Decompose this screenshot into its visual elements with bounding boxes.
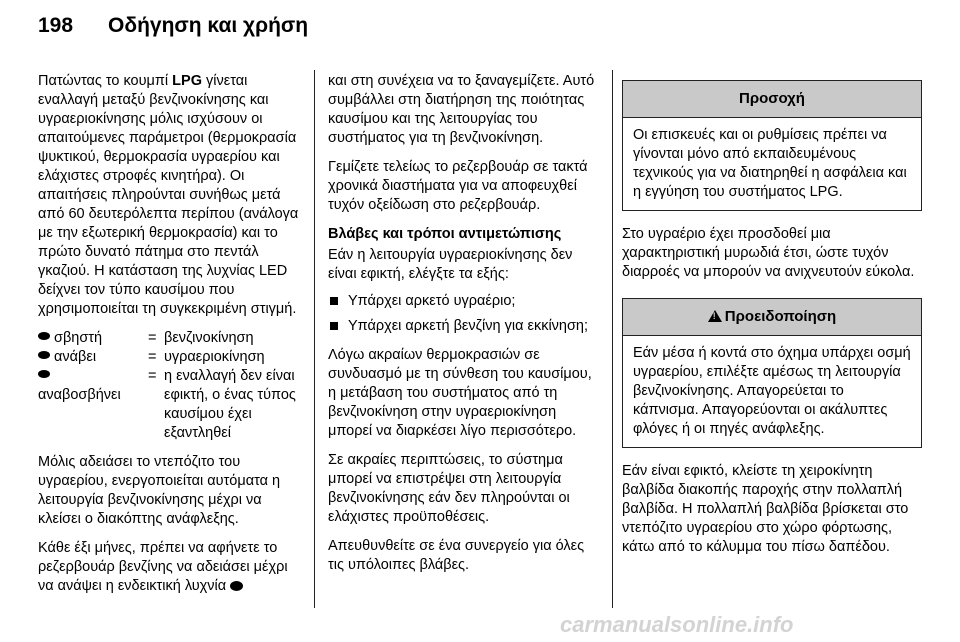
list-item-text: Υπάρχει αρκετό υγραέριο; xyxy=(348,293,516,309)
status-meaning: βενζινοκίνηση xyxy=(164,330,254,346)
column-3 xyxy=(622,80,922,567)
bullet-icon xyxy=(330,322,338,330)
status-state xyxy=(38,348,148,367)
page-header xyxy=(0,0,960,56)
warning-text: Εάν μέσα ή κοντά στο όχημα υπάρχει οσμή υγραερίου, επιλέξτε αμέσως τη λειτουργία βενζινοκίνησης. Απαγορεύεται το κάπνισμα. Απαγορεύονται οι ακάλυπτες φλόγες ή οι πηγές ανάφλεξης. xyxy=(633,345,911,437)
status-state-text: σβηστή xyxy=(54,330,103,346)
odor-paragraph: Στο υγραέριο έχει προσδοθεί μια χαρακτηριστική μυρωδιά έτσι, ώστε τυχόν διαρροές να μπορούν να ανιχνευτούν εύκολα. xyxy=(622,226,915,280)
intro-text-rest: γίνεται εναλλαγή μεταξύ βενζινοκίνησης και υγραεριοκίνησης μόλις ισχύσουν οι απαιτούμενες παράμετροι (θερμοκρασία ψυκτικού, θερμοκρασία υγραερίου και ελάχιστες στροφές κινητήρα). Οι απαιτήσεις πληρούνται συνήθως μετά από 60 δευτερόλεπτα περίπου (ανάλογα με την εξωτερική θερμοκρασία) και το πρώτο δυνατό πάτημα στο πεντάλ γκαζιού. Η κατάσταση της λυχνίας LED δείχνει τον τύπο καυσίμου που χρησιμοποιείται τη συγκεκριμένη στιγμή. xyxy=(38,73,299,317)
caution-box xyxy=(622,80,922,211)
status-state-text: ανάβει xyxy=(54,349,97,365)
warning-triangle-icon xyxy=(708,310,722,322)
status-meaning: υγραεριοκίνηση xyxy=(164,349,265,365)
status-state xyxy=(38,329,148,348)
six-months-paragraph xyxy=(38,539,300,596)
caution-text: Οι επισκευές και οι ρυθμίσεις πρέπει να γίνονται μόνο από εκπαιδευμένους τεχνικούς για να διατηρηθεί η ασφάλεια και η εγγύηση του συστήματος LPG. xyxy=(633,127,907,200)
column-1 xyxy=(38,72,300,606)
intro-text-start: Πατώντας το κουμπί xyxy=(38,73,173,89)
led-icon xyxy=(38,332,50,340)
watermark: carmanualsonline.info xyxy=(560,612,794,637)
page-number: 198 xyxy=(38,14,74,37)
intro-paragraph xyxy=(38,72,300,319)
status-state xyxy=(38,367,148,443)
led-status-table xyxy=(38,329,300,443)
warning-title: Προειδοποίηση xyxy=(724,308,837,325)
led-icon xyxy=(38,351,50,359)
list-item xyxy=(328,292,600,311)
temperature-paragraph: Λόγω ακραίων θερμοκρασιών σε συνδυασμό με τη σύνθεση του καυσίμου, η μετάβαση του συστήματος από τη βενζινοκίνηση στην υγραεριοκίνηση μπορεί να διαρκέσει λίγο περισσότερο. xyxy=(328,347,592,439)
column-divider xyxy=(314,70,315,608)
status-meaning: η εναλλαγή δεν είναι εφικτή, ο ένας τύπος καυσίμου έχει εξαντληθεί xyxy=(164,368,296,441)
warning-box xyxy=(622,298,922,448)
fuel-warning-lamp-icon xyxy=(230,581,243,591)
caution-title: Προσοχή xyxy=(623,81,921,118)
column-divider xyxy=(612,70,613,608)
faults-heading: Βλάβες και τρόποι αντιμετώπισης xyxy=(328,226,562,242)
valve-paragraph: Εάν είναι εφικτό, κλείστε τη χειροκίνητη βαλβίδα διακοπής παροχής στην πολλαπλή βαλβίδα. Η πολλαπλή βαλβίδα βρίσκεται στο ντεπόζιτο υγραερίου στο χώρο φόρτωσης, κάτω από το κάλυμμα του πίσω δαπέδου. xyxy=(622,463,909,555)
list-item-text: Υπάρχει αρκετή βενζίνη για εκκίνηση; xyxy=(348,318,589,334)
list-item xyxy=(328,317,600,336)
led-icon xyxy=(38,370,50,378)
fill-tank-paragraph: Γεμίζετε τελείως το ρεζερβουάρ σε τακτά χρονικά διαστήματα για να αποφευχθεί τυχόν οξείδωση στο ρεζερβουάρ. xyxy=(328,159,588,213)
six-months-text: Κάθε έξι μήνες, πρέπει να αφήνετε το ρεζερβουάρ βενζίνης να αδειάσει μέχρι να ανάψει η ενδεικτική λυχνία xyxy=(38,540,288,594)
lpg-button-label: LPG xyxy=(172,73,202,89)
extreme-cases-paragraph: Σε ακραίες περιπτώσεις, το σύστημα μπορεί να επιστρέψει στη λειτουργία βενζινοκίνησης εάν δεν πληρούνται οι ελάχιστες προϋποθέσεις. xyxy=(328,452,570,525)
status-eq: = xyxy=(148,330,157,346)
bullet-icon xyxy=(330,297,338,305)
refill-paragraph: και στη συνέχεια να το ξαναγεμίζετε. Αυτό συμβάλλει στη διατήρηση της ποιότητας καυσίμου και της λειτουργίας του συστήματος για τη βενζινοκίνηση. xyxy=(328,73,595,146)
warning-header xyxy=(623,299,921,336)
page-title: Οδήγηση και χρήση xyxy=(108,14,309,37)
status-state-text: αναβοσβήνει xyxy=(38,387,121,403)
workshop-paragraph: Απευθυνθείτε σε ένα συνεργείο για όλες τις υπόλοιπες βλάβες. xyxy=(328,538,585,573)
column-2 xyxy=(328,72,600,585)
empty-tank-paragraph: Μόλις αδειάσει το ντεπόζιτο του υγραερίου, ενεργοποιείται αυτόματα η λειτουργία βενζινοκίνησης μέχρι να κλείσει ο διακόπτης ανάφλεξης. xyxy=(38,454,281,527)
faults-intro: Εάν η λειτουργία υγραεριοκίνησης δεν είναι εφικτή, ελέγξτε τα εξής: xyxy=(328,247,573,282)
status-eq: = xyxy=(148,349,157,365)
status-eq: = xyxy=(148,368,157,384)
